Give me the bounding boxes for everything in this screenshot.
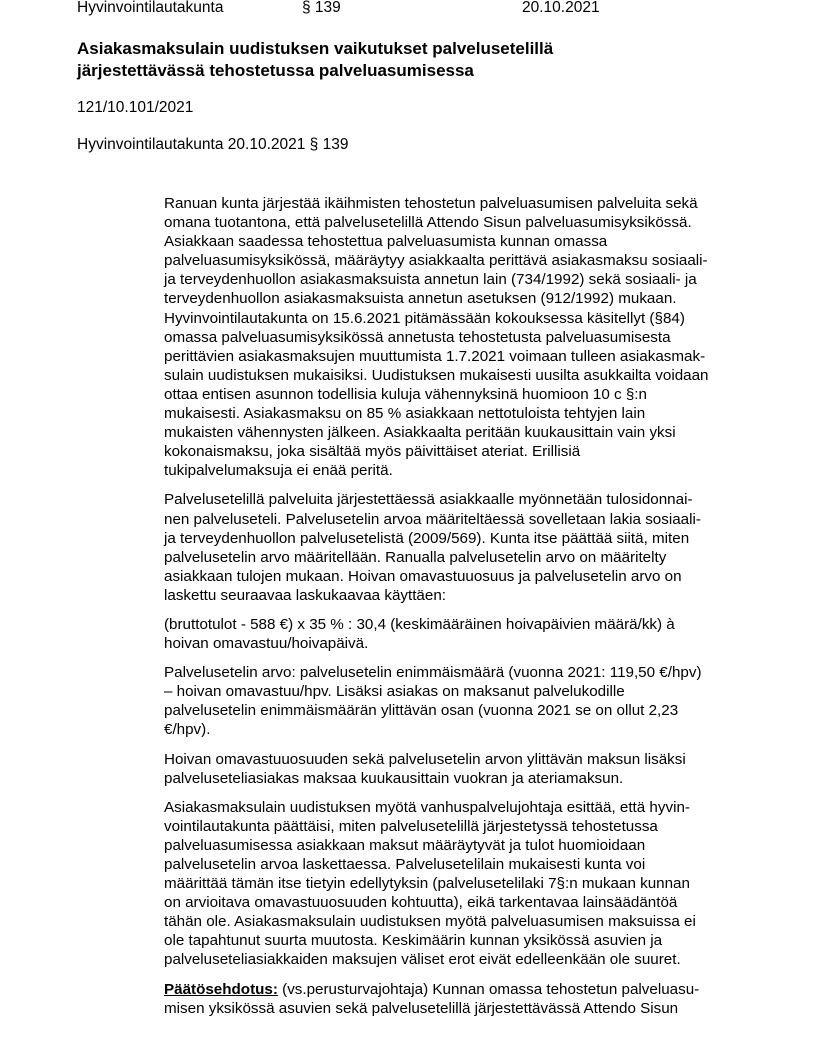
text-line: ja terveydenhuollon asiakasmaksuista annetun lain (734/1992) sekä sosiaali- ja — [164, 271, 697, 289]
text-line: nen palveluseteli. Palvelusetelin arvoa määriteltäessä sovelletaan lakia sosiaali- — [164, 510, 701, 528]
text-line: Palvelusetelillä palveluita järjestettäessä asiakkaalle myönnetään tulosidonnai- — [164, 491, 693, 509]
text-line: Ranuan kunta järjestää ikäihmisten tehostetun palveluasumisen palveluita sekä — [164, 195, 698, 212]
title-line: Asiakasmaksulain uudistuksen vaikutukset palvelusetelillä — [77, 39, 554, 58]
text-line: Palvelusetelin arvo: palvelusetelin enimmäismäärä (vuonna 2021: 119,50 €/hpv) — [164, 664, 702, 682]
header-committee: Hyvinvointilautakunta — [77, 0, 224, 16]
text-line: omassa palveluasumisyksikössä annetusta tehostetusta palveluasumisesta — [164, 328, 671, 346]
paragraph-3-formula — [164, 615, 744, 653]
text-line: hoivan omavastuu/hoivapäivä. — [164, 635, 369, 653]
header-section: § 139 — [302, 0, 341, 16]
decision-line — [164, 980, 744, 999]
text-line: (bruttotulot - 588 €) x 35 % : 30,4 (keskimääräinen hoivapäivien määrä/kk) à — [164, 615, 675, 633]
meeting-reference: Hyvinvointilautakunta 20.10.2021 § 139 — [77, 136, 349, 153]
paragraph-1 — [164, 194, 744, 480]
title-line: järjestettävässä tehostetussa palveluasumisessa — [77, 61, 474, 80]
text-line: palveluseteliasiakkaiden maksujen väliset erot eivät edelleenkään ole suuret. — [164, 951, 681, 969]
text-line: omana tuotantona, että palvelusetelillä Attendo Sisun palveluasumisyksikössä. — [164, 214, 692, 232]
document-body — [164, 194, 744, 1028]
text-line: ottaa entisen asunnon todellisia kuluja vähennyksinä huomioon 10 c §:n — [164, 385, 647, 403]
text-line: vointilautakunta päättäisi, miten palvelusetelillä järjestetyssä tehostetussa — [164, 817, 658, 835]
decision-text: (vs.perusturvajohtaja) Kunnan omassa tehostetun palveluasu- — [277, 980, 700, 998]
reference-number: 121/10.101/2021 — [77, 99, 194, 116]
text-line: Hoivan omavastuuosuuden sekä palvelusetelin arvon ylittävän maksun lisäksi — [164, 750, 686, 768]
text-line: tukipalvelumaksuja ei enää peritä. — [164, 462, 393, 480]
text-line: määrittää tämän itse tietyin edellytyksin (palvelusetelilaki 7§:n mukaan kunnan — [164, 875, 690, 893]
text-line: kokonaismaksu, joka sisältää myös päivittäiset ateriat. Erillisiä — [164, 443, 581, 461]
decision-proposal — [164, 980, 744, 1018]
text-line: sulain uudistuksen mukaisiksi. Uudistuksen mukaisesti uusilta asukkailta voidaan — [164, 366, 709, 384]
text-line: €/hpv). — [164, 721, 211, 739]
text-line: palvelusetelin arvoa laskettaessa. Palvelusetelilain mukaisesti kunta voi — [164, 856, 646, 873]
header-date: 20.10.2021 — [522, 0, 600, 16]
text-line: palvelusetelin arvo määritellään. Ranualla palvelusetelin arvo on määritelty — [164, 548, 667, 566]
text-line: laskettu seuraavaa laskukaavaa käyttäen: — [164, 586, 446, 604]
text-line: perittävien asiakasmaksujen muuttumista 1.7.2021 voimaan tulleen asiakasmak- — [164, 347, 706, 365]
text-line: asiakkaan tulojen mukaan. Hoivan omavastuuosuus ja palvelusetelin arvo on — [164, 567, 682, 585]
text-line: Asiakasmaksulain uudistuksen myötä vanhuspalvelujohtaja esittää, että hyvin- — [164, 798, 690, 816]
paragraph-5 — [164, 750, 744, 788]
text-line: palveluseteliasiakas maksaa kuukausittain vuokran ja ateriamaksun. — [164, 769, 624, 787]
text-line: mukaisesti. Asiakasmaksu on 85 % asiakkaan nettotuloista tehtyjen lain — [164, 405, 646, 423]
text-line: palvelusetelin enimmäismäärän ylittävän osan (vuonna 2021 se on ollut 2,23 — [164, 702, 679, 720]
text-line: ja terveydenhuollon palvelusetelistä (2009/569). Kunta itse päättää siitä, miten — [164, 529, 690, 547]
text-line: palveluasumisessa asiakkaan maksut määräytyvät ja tulot huomioidaan — [164, 836, 646, 854]
document-title — [77, 38, 737, 82]
paragraph-4 — [164, 663, 744, 739]
text-line: tähän ole. Asiakasmaksulain uudistuksen myötä palveluasumisen maksuissa ei — [164, 913, 696, 931]
text-line: terveydenhuollon asiakasmaksuista annetun asetuksen (912/1992) mukaan. — [164, 290, 677, 308]
text-line: ole tapahtunut suurta muutosta. Keskimäärin kunnan yksikössä asuvien ja — [164, 932, 663, 950]
paragraph-2 — [164, 490, 744, 605]
paragraph-6 — [164, 798, 744, 970]
text-line: Hyvinvointilautakunta on 15.6.2021 pitämässään kokouksessa käsitellyt (§84) — [164, 309, 685, 327]
text-line: on arvioitava omavastuuosuuden kohtuutta), eikä tarkentavaa lainsäädäntöä — [164, 894, 678, 912]
text-line: palveluasumisyksikössä, määräytyy asiakkaalta perittävä asiakasmaksu sosiaali- — [164, 252, 708, 270]
text-line: Asiakkaan saadessa tehostettua palveluasumista kunnan omassa — [164, 233, 608, 251]
text-line: – hoivan omavastuu/hpv. Lisäksi asiakas on maksanut palvelukodille — [164, 683, 625, 701]
decision-label: Päätösehdotus: — [164, 980, 278, 998]
text-line: mukaisten vähennysten jälkeen. Asiakkaalta peritään kuukausittain vain yksi — [164, 424, 676, 442]
decision-line: misen yksikössä asuvien sekä palvelusetelillä järjestettävässä Attendo Sisun — [164, 999, 679, 1017]
